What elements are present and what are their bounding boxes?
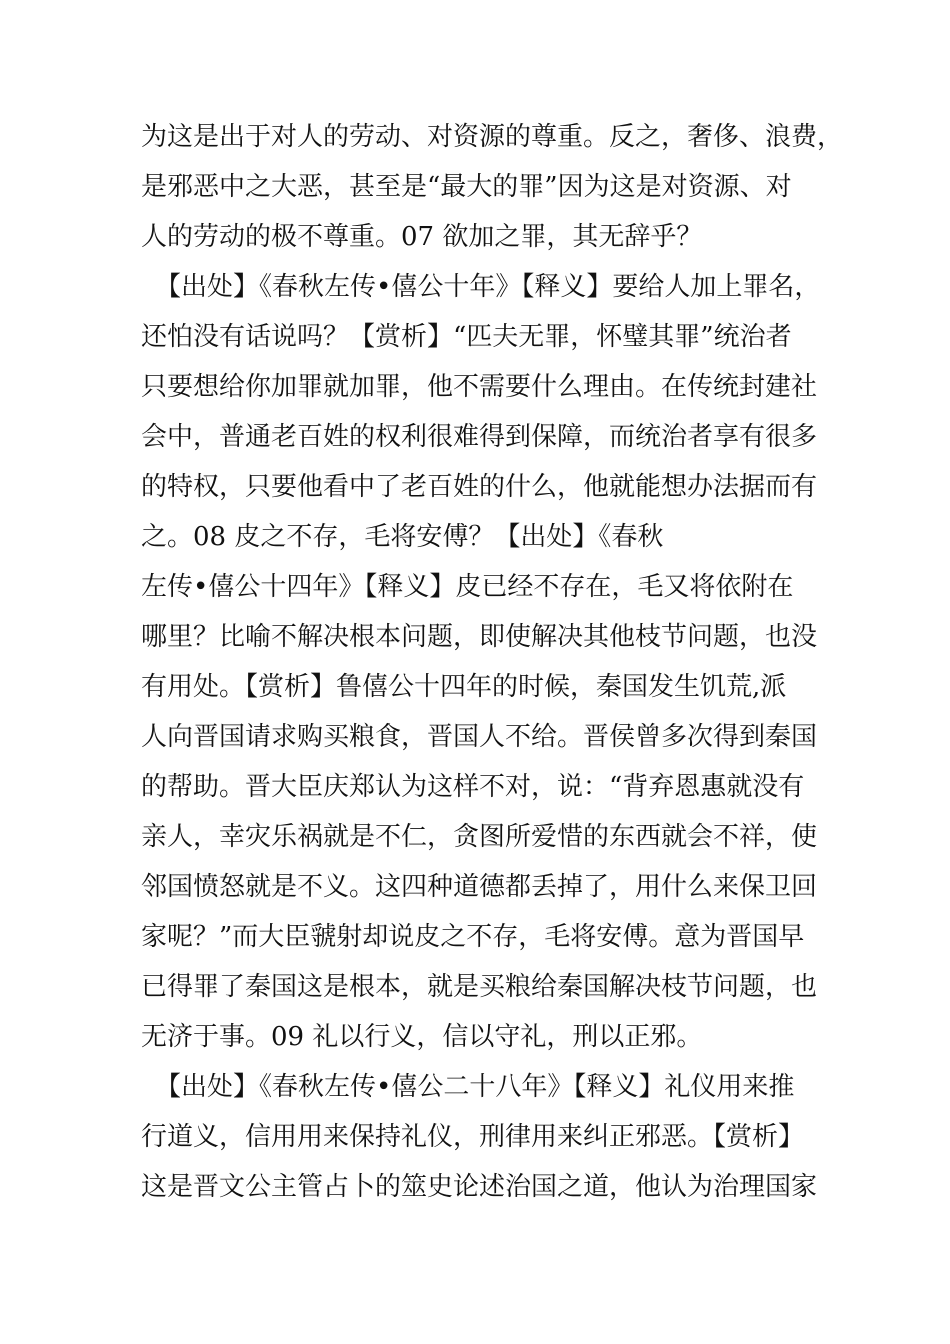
text-line: 已得罪了秦国这是根本，就是买粮给秦国解决枝节问题，也 — [141, 972, 818, 1002]
text-line: 邻国愤怒就是不义。这四种道德都丢掉了，用什么来保卫回 — [141, 872, 818, 902]
text-line: 为这是出于对人的劳动、对资源的尊重。反之，奢侈、浪费， — [141, 122, 844, 152]
text-line: 人向晋国请求购买粮食，晋国人不给。晋侯曾多次得到秦国 — [141, 722, 818, 752]
text-line: 这是晋文公主管占卜的筮史论述治国之道，他认为治理国家 — [141, 1172, 818, 1202]
text-line: 只要想给你加罪就加罪，他不需要什么理由。在传统封建社 — [141, 372, 818, 402]
text-line: 的特权，只要他看中了老百姓的什么，他就能想办法据而有 — [141, 472, 818, 502]
text-line: 还怕没有话说吗？【赏析】“匹夫无罪，怀璧其罪”统治者 — [141, 322, 792, 352]
text-line: 无济于事。09 礼以行义，信以守礼，刑以正邪。 — [141, 1022, 703, 1052]
text-line: 行道义，信用用来保持礼仪，刑律用来纠正邪恶。【赏析】 — [141, 1122, 805, 1152]
text-line: 会中，普通老百姓的权利很难得到保障，而统治者享有很多 — [141, 422, 818, 452]
text-line: 之。08 皮之不存，毛将安傅？【出处】《春秋 — [141, 522, 664, 552]
text-line: 有用处。【赏析】鲁僖公十四年的时候，秦国发生饥荒,派 — [141, 672, 787, 702]
text-line: 亲人，幸灾乐祸就是不仁，贪图所爱惜的东西就会不祥，使 — [141, 822, 818, 852]
text-line: 左传•僖公十四年》【释义】皮已经不存在，毛又将依附在 — [141, 572, 794, 602]
document-body — [141, 112, 844, 1212]
text-line: 家呢？”而大臣虢射却说皮之不存，毛将安傅。意为晋国早 — [141, 922, 805, 952]
text-line: 哪里？比喻不解决根本问题，即使解决其他枝节问题，也没 — [141, 622, 818, 652]
text-line: 是邪恶中之大恶，甚至是“最大的罪”因为这是对资源、对 — [141, 172, 792, 202]
text-line: 【出处】《春秋左传•僖公二十八年》【释义】礼仪用来推 — [155, 1072, 795, 1102]
text-line: 【出处】《春秋左传•僖公十年》【释义】要给人加上罪名， — [155, 272, 821, 302]
text-line: 人的劳动的极不尊重。07 欲加之罪，其无辞乎？ — [141, 222, 703, 252]
text-line: 的帮助。晋大臣庆郑认为这样不对，说：“背弃恩惠就没有 — [141, 772, 805, 802]
